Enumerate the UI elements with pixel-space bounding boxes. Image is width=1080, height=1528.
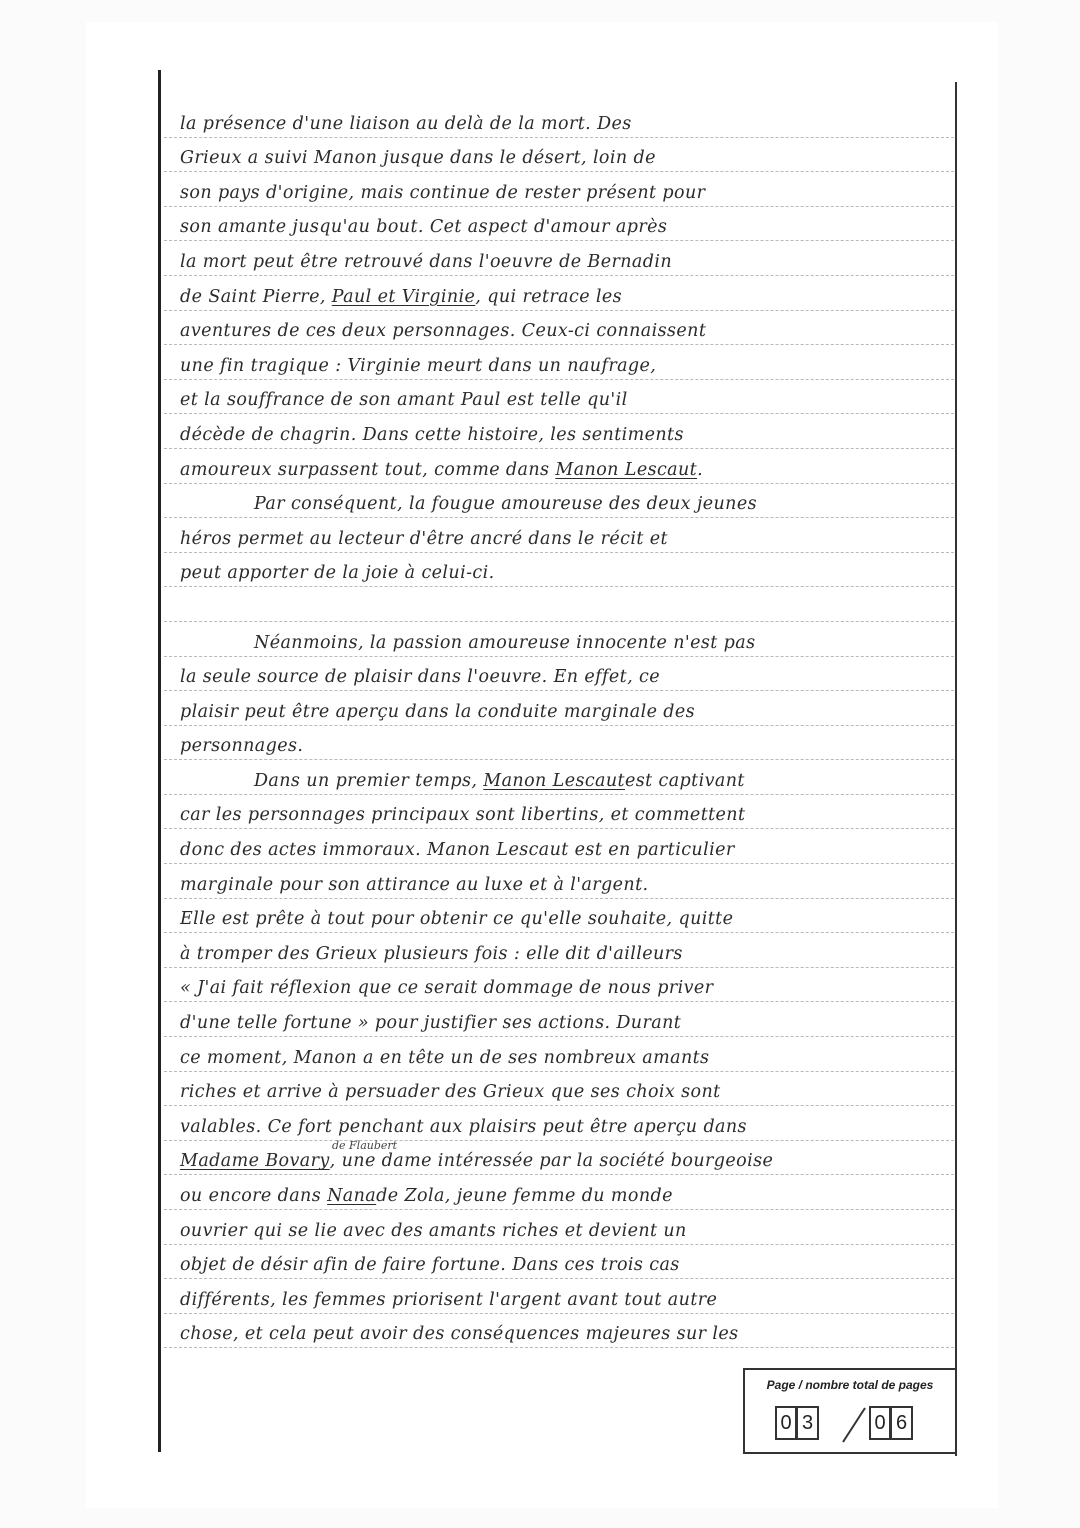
page-digit: 0 — [775, 1406, 797, 1440]
total-pages — [869, 1406, 913, 1444]
text-line: valables. Ce fort penchant aux plaisirs peut être aperçu dans — [164, 1106, 954, 1141]
blank-line — [164, 587, 954, 622]
book-title: Nana — [327, 1186, 377, 1206]
text-line: personnages. — [164, 726, 954, 761]
page-digit: 3 — [797, 1406, 819, 1440]
handwritten-text — [164, 103, 954, 1348]
text-line — [164, 760, 954, 795]
left-margin-line — [158, 70, 161, 1452]
text-line: objet de désir afin de faire fortune. Dans ces trois cas — [164, 1245, 954, 1280]
text-line: ce moment, Manon a en tête un de ses nombreux amants — [164, 1037, 954, 1072]
page-box-label: Page / nombre total de pages — [766, 1378, 934, 1392]
text-line: plaisir peut être aperçu dans la conduite marginale des — [164, 691, 954, 726]
text-line: à tromper des Grieux plusieurs fois : elle dit d'ailleurs — [164, 933, 954, 968]
text-span: , qui retrace les — [475, 286, 623, 307]
text-line: décède de chagrin. Dans cette histoire, les sentiments — [164, 414, 954, 449]
current-page — [775, 1406, 819, 1444]
text-line: Elle est prête à tout pour obtenir ce qu'elle souhaite, quitte — [164, 899, 954, 934]
book-title: Madame Bovary — [180, 1151, 330, 1172]
text-line: aventures de ces deux personnages. Ceux-ci connaissent — [164, 311, 954, 346]
text-line: la présence d'une liaison au delà de la mort. Des — [164, 103, 954, 138]
text-span: de Saint Pierre, — [180, 286, 326, 307]
text-line: chose, et cela peut avoir des conséquences majeures sur les — [164, 1314, 954, 1349]
text-line: Néanmoins, la passion amoureuse innocente n'est pas — [164, 622, 954, 657]
text-line: peut apporter de la joie à celui-ci. — [164, 553, 954, 588]
text-line: la mort peut être retrouvé dans l'oeuvre de Bernadin — [164, 241, 954, 276]
text-line: Grieux a suivi Manon jusque dans le désert, loin de — [164, 138, 954, 173]
margin-annotation: de Flaubert — [332, 1139, 398, 1152]
text-line: car les personnages principaux sont libertins, et commettent — [164, 795, 954, 830]
text-span: , une dame intéressée par la société bourgeoise — [329, 1151, 774, 1172]
text-line — [164, 1175, 954, 1210]
text-line: son pays d'origine, mais continue de rester présent pour — [164, 172, 954, 207]
text-span: de Zola, jeune femme du monde — [376, 1186, 673, 1206]
slash-icon — [839, 1406, 869, 1444]
text-line: la seule source de plaisir dans l'oeuvre. En effet, ce — [164, 657, 954, 692]
text-span: est captivant — [624, 770, 745, 791]
text-line: « J'ai fait réflexion que ce serait dommage de nous priver — [164, 968, 954, 1003]
book-title: Manon Lescaut — [483, 770, 625, 791]
right-margin-line — [955, 82, 957, 1456]
page-digit: 0 — [869, 1406, 891, 1440]
page-digit: 6 — [891, 1406, 913, 1440]
text-line: d'une telle fortune » pour justifier ses actions. Durant — [164, 1002, 954, 1037]
book-title: Paul et Virginie — [331, 286, 476, 307]
text-span: ou encore dans — [180, 1186, 322, 1206]
text-line: ouvrier qui se lie avec des amants riches et devient un — [164, 1210, 954, 1245]
text-line — [164, 1141, 954, 1176]
text-span: Dans un premier temps, — [254, 770, 478, 791]
text-line: donc des actes immoraux. Manon Lescaut est en particulier — [164, 829, 954, 864]
text-line: une fin tragique : Virginie meurt dans un naufrage, — [164, 345, 954, 380]
text-span: . — [697, 459, 704, 480]
text-line — [164, 276, 954, 311]
text-line: héros permet au lecteur d'être ancré dans le récit et — [164, 518, 954, 553]
page-number-box — [743, 1368, 955, 1454]
text-line: différents, les femmes priorisent l'argent avant tout autre — [164, 1279, 954, 1314]
text-line: Par conséquent, la fougue amoureuse des deux jeunes — [164, 484, 954, 519]
text-line — [164, 449, 954, 484]
text-line: et la souffrance de son amant Paul est telle qu'il — [164, 380, 954, 415]
text-line: marginale pour son attirance au luxe et à l'argent. — [164, 864, 954, 899]
text-span: amoureux surpassent tout, comme dans — [180, 459, 550, 480]
text-line: riches et arrive à persuader des Grieux que ses choix sont — [164, 1072, 954, 1107]
text-line: son amante jusqu'au bout. Cet aspect d'amour après — [164, 207, 954, 242]
book-title: Manon Lescaut — [555, 459, 698, 480]
